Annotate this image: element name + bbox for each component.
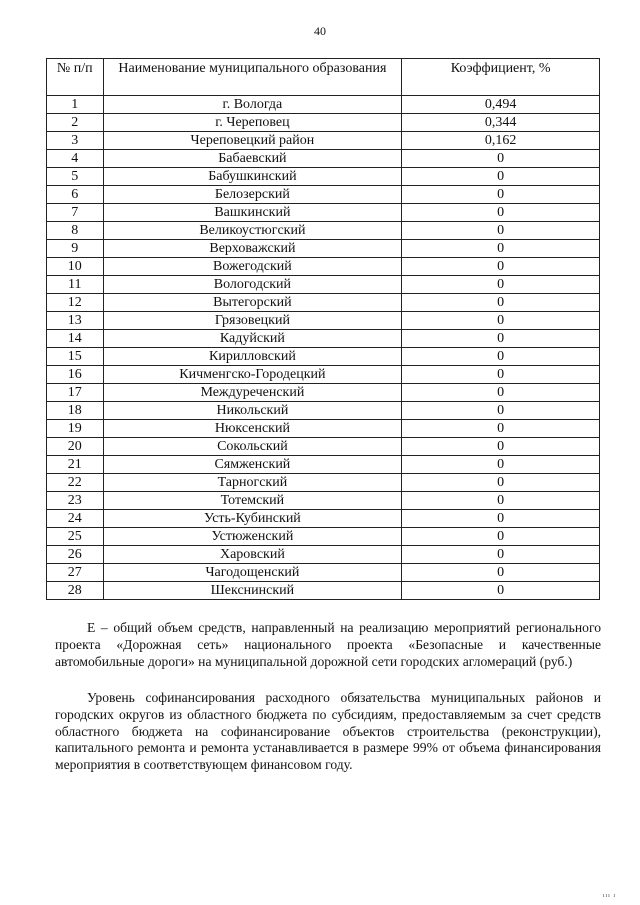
cell-municipality: Белозерский xyxy=(103,186,402,204)
cell-number: 28 xyxy=(47,582,104,600)
cell-municipality: Вытегорский xyxy=(103,294,402,312)
cell-municipality: Грязовецкий xyxy=(103,312,402,330)
cell-municipality: Вожегодский xyxy=(103,258,402,276)
cell-coefficient: 0 xyxy=(402,474,600,492)
cell-coefficient: 0 xyxy=(402,204,600,222)
cell-municipality: Вашкинский xyxy=(103,204,402,222)
table-row xyxy=(47,582,600,600)
cell-coefficient: 0,494 xyxy=(402,96,600,114)
cell-municipality: Верховажский xyxy=(103,240,402,258)
table-row xyxy=(47,330,600,348)
cell-number: 17 xyxy=(47,384,104,402)
table-header-row xyxy=(47,59,600,96)
cell-number: 2 xyxy=(47,114,104,132)
paragraph: Уровень софинансирования расходного обязательства муниципальных районов и городских округов из областного бюджета по субсидиям, предоставляемым за счет средств областного бюджета на софинансирование объектов строительства (реконструкции), капитального ремонта и ремонта устанавливается в размере 99% от объема финансирования мероприятия в соответствующем финансовом году. xyxy=(55,690,601,773)
table-row xyxy=(47,438,600,456)
cell-number: 27 xyxy=(47,564,104,582)
cell-number: 24 xyxy=(47,510,104,528)
cell-coefficient: 0,344 xyxy=(402,114,600,132)
cell-coefficient: 0,162 xyxy=(402,132,600,150)
cell-municipality: Усть-Кубинский xyxy=(103,510,402,528)
table-row xyxy=(47,114,600,132)
cell-number: 10 xyxy=(47,258,104,276)
table-row xyxy=(47,366,600,384)
cell-coefficient: 0 xyxy=(402,348,600,366)
table-row xyxy=(47,492,600,510)
cell-number: 22 xyxy=(47,474,104,492)
cell-municipality: Никольский xyxy=(103,402,402,420)
cell-coefficient: 0 xyxy=(402,150,600,168)
table-row xyxy=(47,528,600,546)
cell-coefficient: 0 xyxy=(402,330,600,348)
cell-municipality: Нюксенский xyxy=(103,420,402,438)
cell-number: 12 xyxy=(47,294,104,312)
cell-municipality: Чагодощенский xyxy=(103,564,402,582)
cell-municipality: Вологодский xyxy=(103,276,402,294)
coefficient-table xyxy=(46,58,600,600)
cell-municipality: Шекснинский xyxy=(103,582,402,600)
cell-number: 8 xyxy=(47,222,104,240)
cell-municipality: Сямженский xyxy=(103,456,402,474)
cell-number: 19 xyxy=(47,420,104,438)
cell-number: 4 xyxy=(47,150,104,168)
cell-coefficient: 0 xyxy=(402,222,600,240)
paragraph: E – общий объем средств, направленный на реализацию мероприятий регионального проекта «Дорожная сеть» национального проекта «Безопасные и качественные автомобильные дороги» на муниципальной дорожной сети городских агломераций (руб.) xyxy=(55,620,601,669)
cell-municipality: Бабушкинский xyxy=(103,168,402,186)
cell-municipality: Тарногский xyxy=(103,474,402,492)
cell-number: 13 xyxy=(47,312,104,330)
table-row xyxy=(47,402,600,420)
cell-municipality: г. Череповец xyxy=(103,114,402,132)
table-row xyxy=(47,420,600,438)
table-row xyxy=(47,96,600,114)
cell-number: 11 xyxy=(47,276,104,294)
cell-coefficient: 0 xyxy=(402,240,600,258)
cell-number: 1 xyxy=(47,96,104,114)
formula-explanation xyxy=(55,620,601,670)
cell-number: 26 xyxy=(47,546,104,564)
cell-coefficient: 0 xyxy=(402,366,600,384)
cell-municipality: Междуреченский xyxy=(103,384,402,402)
cell-coefficient: 0 xyxy=(402,528,600,546)
cell-municipality: Сокольский xyxy=(103,438,402,456)
cell-coefficient: 0 xyxy=(402,312,600,330)
cell-coefficient: 0 xyxy=(402,510,600,528)
table-row xyxy=(47,222,600,240)
table-row xyxy=(47,294,600,312)
cell-municipality: Харовский xyxy=(103,546,402,564)
cell-municipality: Череповецкий район xyxy=(103,132,402,150)
cell-municipality: Кадуйский xyxy=(103,330,402,348)
cell-number: 6 xyxy=(47,186,104,204)
table-row xyxy=(47,348,600,366)
page-number: 40 xyxy=(314,24,326,38)
cell-municipality: Великоустюгский xyxy=(103,222,402,240)
table-row xyxy=(47,564,600,582)
cell-municipality: Устюженский xyxy=(103,528,402,546)
cell-coefficient: 0 xyxy=(402,294,600,312)
cell-coefficient: 0 xyxy=(402,546,600,564)
table-row xyxy=(47,312,600,330)
cell-coefficient: 0 xyxy=(402,456,600,474)
cell-number: 25 xyxy=(47,528,104,546)
table-row xyxy=(47,240,600,258)
cell-municipality: Тотемский xyxy=(103,492,402,510)
table-row xyxy=(47,384,600,402)
cell-coefficient: 0 xyxy=(402,582,600,600)
header-coefficient: Коэффициент, % xyxy=(402,59,600,96)
cell-municipality: г. Вологда xyxy=(103,96,402,114)
cell-number: 5 xyxy=(47,168,104,186)
cell-municipality: Бабаевский xyxy=(103,150,402,168)
cell-number: 20 xyxy=(47,438,104,456)
table-row xyxy=(47,204,600,222)
cell-number: 7 xyxy=(47,204,104,222)
table-body xyxy=(47,96,600,600)
table-row xyxy=(47,456,600,474)
cell-coefficient: 0 xyxy=(402,492,600,510)
table-row xyxy=(47,150,600,168)
header-municipality: Наименование муниципального образования xyxy=(103,59,402,96)
cofinancing-paragraph xyxy=(55,690,601,774)
cell-coefficient: 0 xyxy=(402,168,600,186)
corner-mark: ııı ı xyxy=(602,893,616,899)
cell-number: 18 xyxy=(47,402,104,420)
cell-municipality: Кичменгско-Городецкий xyxy=(103,366,402,384)
cell-number: 3 xyxy=(47,132,104,150)
cell-coefficient: 0 xyxy=(402,186,600,204)
header-number: № п/п xyxy=(47,59,104,96)
table-row xyxy=(47,546,600,564)
cell-coefficient: 0 xyxy=(402,438,600,456)
cell-number: 21 xyxy=(47,456,104,474)
table-row xyxy=(47,258,600,276)
cell-coefficient: 0 xyxy=(402,384,600,402)
cell-coefficient: 0 xyxy=(402,258,600,276)
table-row xyxy=(47,186,600,204)
table-row xyxy=(47,132,600,150)
cell-number: 9 xyxy=(47,240,104,258)
cell-coefficient: 0 xyxy=(402,420,600,438)
cell-coefficient: 0 xyxy=(402,276,600,294)
cell-coefficient: 0 xyxy=(402,564,600,582)
cell-number: 23 xyxy=(47,492,104,510)
table-row xyxy=(47,276,600,294)
cell-coefficient: 0 xyxy=(402,402,600,420)
cell-number: 15 xyxy=(47,348,104,366)
cell-municipality: Кирилловский xyxy=(103,348,402,366)
table-row xyxy=(47,168,600,186)
table-row xyxy=(47,510,600,528)
cell-number: 14 xyxy=(47,330,104,348)
table-row xyxy=(47,474,600,492)
cell-number: 16 xyxy=(47,366,104,384)
